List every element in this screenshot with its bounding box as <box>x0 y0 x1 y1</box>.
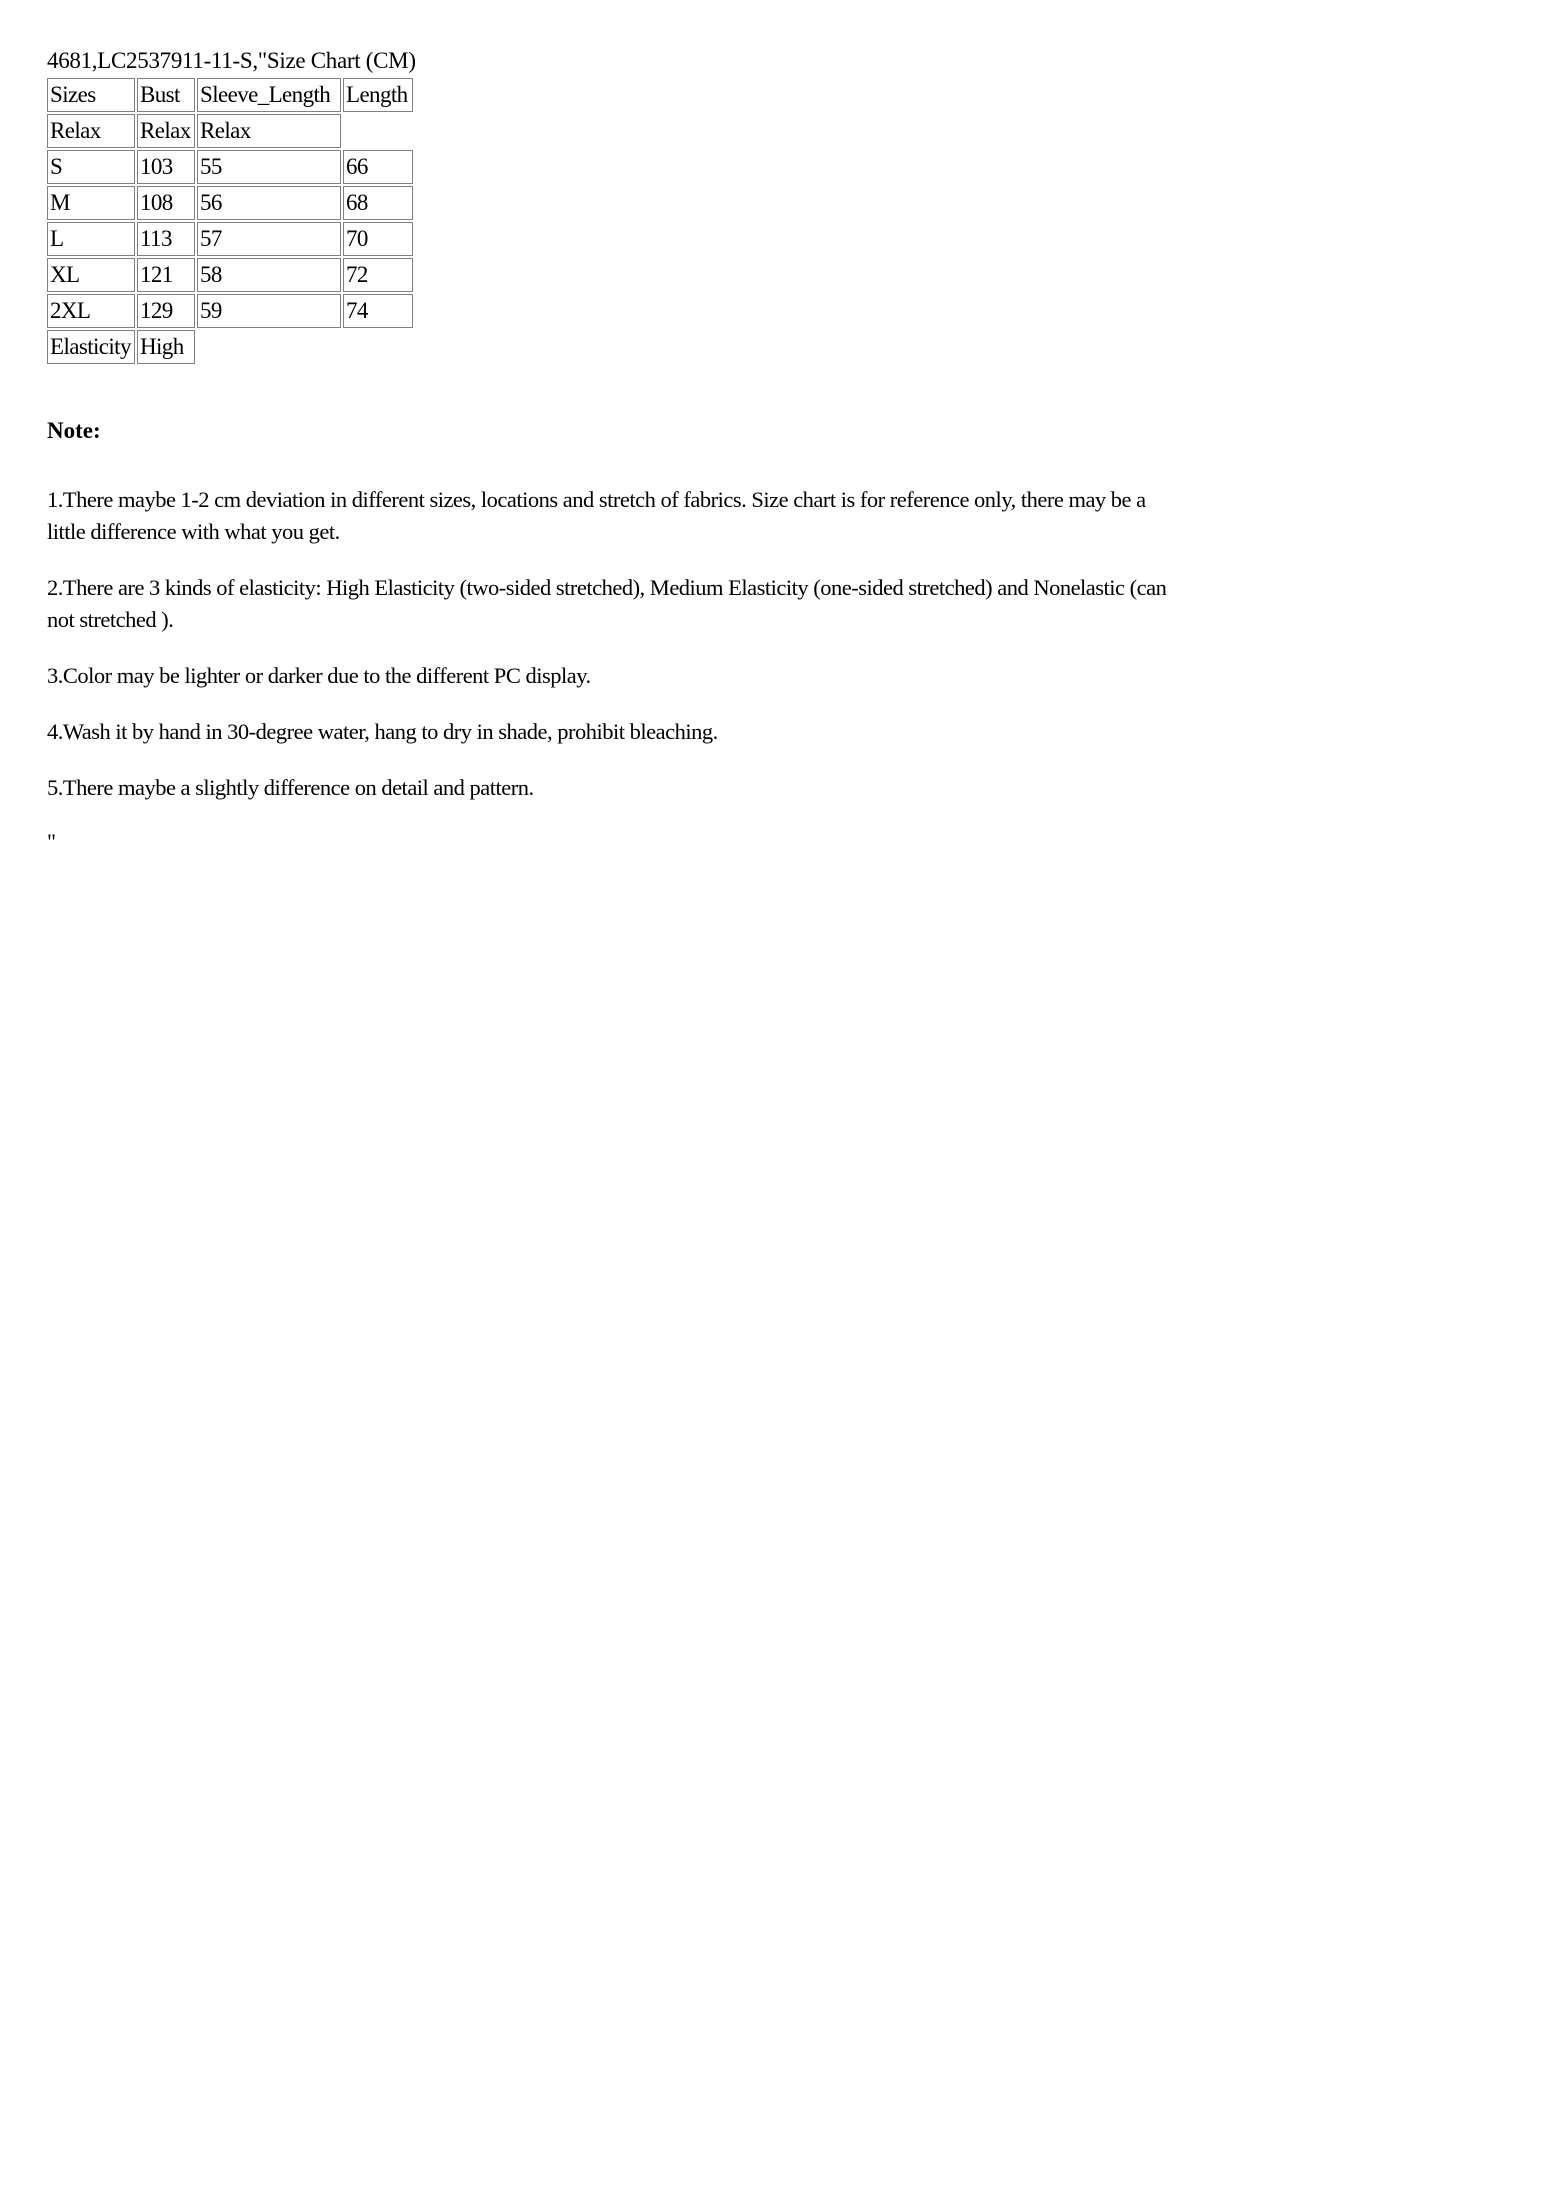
length-cell: 68 <box>343 186 413 220</box>
sleeve-length-cell: 59 <box>197 294 341 328</box>
table-row <box>47 150 413 184</box>
empty-cell <box>343 330 413 364</box>
header-cell-bust: Bust <box>137 78 195 112</box>
note-title: Note: <box>47 418 101 443</box>
table-relax-row <box>47 114 413 148</box>
document-page <box>47 46 1247 856</box>
relax-cell: Relax <box>47 114 135 148</box>
bust-cell: 108 <box>137 186 195 220</box>
length-cell: 70 <box>343 222 413 256</box>
note-item: 5.There maybe a slightly difference on detail and pattern. <box>47 775 534 800</box>
sleeve-length-cell: 56 <box>197 186 341 220</box>
table-row <box>47 222 413 256</box>
size-cell: M <box>47 186 135 220</box>
closing-quote: " <box>47 829 56 854</box>
size-cell: L <box>47 222 135 256</box>
notes-list <box>47 484 1247 804</box>
elasticity-label-cell: Elasticity <box>47 330 135 364</box>
empty-cell <box>197 330 341 364</box>
size-cell: S <box>47 150 135 184</box>
bust-cell: 129 <box>137 294 195 328</box>
header-cell-length: Length <box>343 78 413 112</box>
length-cell: 66 <box>343 150 413 184</box>
sleeve-length-cell: 57 <box>197 222 341 256</box>
table-row <box>47 258 413 292</box>
relax-cell: Relax <box>197 114 341 148</box>
bust-cell: 121 <box>137 258 195 292</box>
header-cell-sleeve-length: Sleeve_Length <box>197 78 341 112</box>
elasticity-value-cell: High <box>137 330 195 364</box>
relax-cell: Relax <box>137 114 195 148</box>
note-item: 3.Color may be lighter or darker due to the different PC display. <box>47 663 591 688</box>
bust-cell: 103 <box>137 150 195 184</box>
size-cell: XL <box>47 258 135 292</box>
table-header-row <box>47 78 413 112</box>
table-row <box>47 186 413 220</box>
bust-cell: 113 <box>137 222 195 256</box>
size-cell: 2XL <box>47 294 135 328</box>
table-elasticity-row <box>47 330 413 364</box>
document-header: 4681,LC2537911-11-S,"Size Chart (CM) <box>47 48 416 73</box>
sleeve-length-cell: 58 <box>197 258 341 292</box>
note-item: 4.Wash it by hand in 30-degree water, hang to dry in shade, prohibit bleaching. <box>47 719 718 744</box>
note-item: 1.There maybe 1-2 cm deviation in different sizes, locations and stretch of fabrics. Size chart is for reference only, there may be a little difference with what you get. <box>47 487 1146 544</box>
empty-cell <box>343 114 413 148</box>
note-item: 2.There are 3 kinds of elasticity: High Elasticity (two-sided stretched), Medium Elasticity (one-sided stretched) and Nonelastic (can not stretched ). <box>47 575 1167 632</box>
length-cell: 74 <box>343 294 413 328</box>
sleeve-length-cell: 55 <box>197 150 341 184</box>
size-chart-table <box>45 76 415 366</box>
length-cell: 72 <box>343 258 413 292</box>
header-cell-sizes: Sizes <box>47 78 135 112</box>
table-row <box>47 294 413 328</box>
